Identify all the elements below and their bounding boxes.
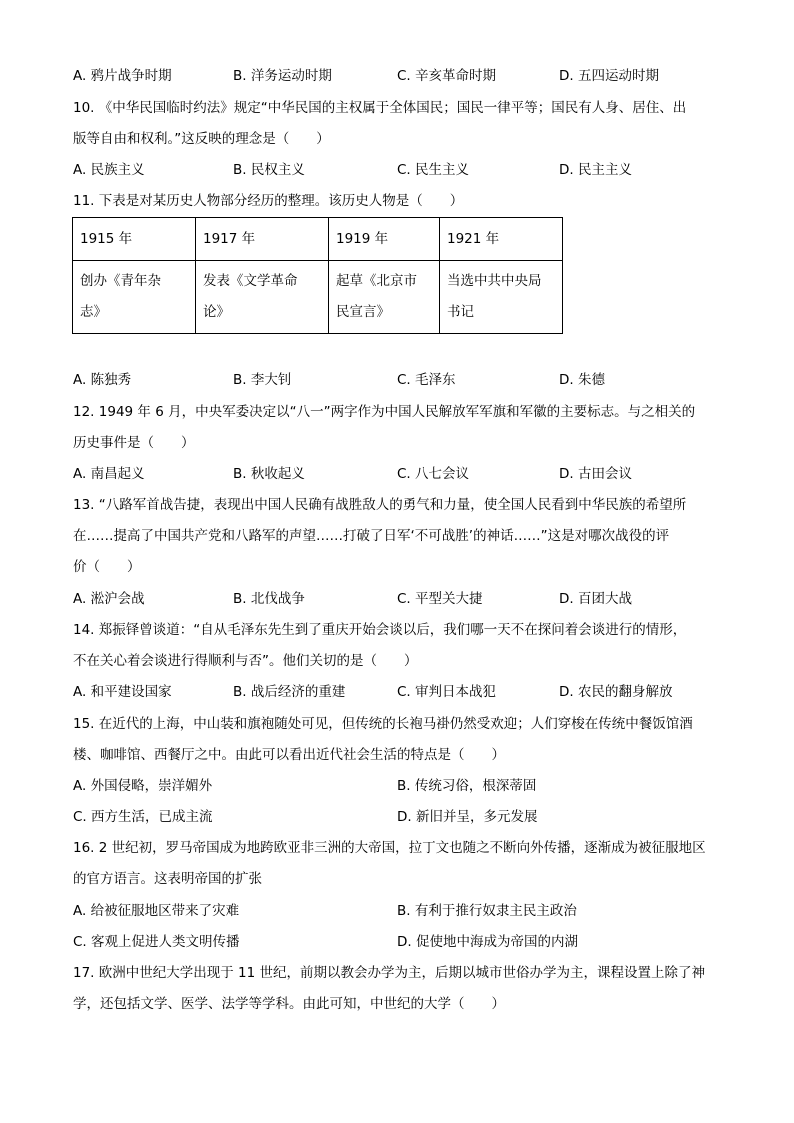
table-cell-event: 起草《北京市 民宣言》 [329,261,440,334]
q13-option-a: A. 淞沪会战 [73,591,145,607]
q10-stem-line-2: 版等自由和权利。”这反映的理念是（ ） [73,131,330,147]
q11-options [73,370,733,390]
q15-options-row-1 [73,776,733,796]
table-row-years [73,218,563,261]
q10-option-d: D. 民主主义 [559,162,632,178]
q17-stem-line-2: 学，还包括文学、医学、法学等学科。由此可知，中世纪的大学（ ） [73,996,505,1012]
q14-stem-line-1: 14. 郑振铎曾谈道：“自从毛泽东先生到了重庆开始会谈以后，我们哪一天不在探问着会谈进行的情形， [73,622,687,638]
q16-stem-line-2: 的官方语言。这表明帝国的扩张 [73,871,262,887]
q15-option-d: D. 新旧并呈，多元发展 [397,809,538,825]
q11-option-c: C. 毛泽东 [397,372,456,388]
table-cell-year: 1921 年 [440,218,563,261]
q15-options-row-2 [73,807,733,827]
q12-options [73,464,733,484]
q14-option-d: D. 农民的翻身解放 [559,684,673,700]
q14-stem-line-2: 不在关心着会谈进行得顺利与否”。他们关切的是（ ） [73,653,418,669]
q12-option-c: C. 八七会议 [397,466,470,482]
q12-option-d: D. 古田会议 [559,466,632,482]
q10-options [73,160,733,180]
table-cell-event: 发表《文学革命 论》 [196,261,329,334]
q12-option-b: B. 秋收起义 [233,466,305,482]
table-cell-year: 1915 年 [73,218,196,261]
table-cell-event: 创办《青年杂 志》 [73,261,196,334]
q9-option-c: C. 辛亥革命时期 [397,68,497,84]
q9-option-d: D. 五四运动时期 [559,68,659,84]
q15-option-c: C. 西方生活，已成主流 [73,809,213,825]
q9-options [73,66,733,86]
table-cell-year: 1917 年 [196,218,329,261]
q14-option-a: A. 和平建设国家 [73,684,172,700]
q10-option-c: C. 民生主义 [397,162,470,178]
q16-option-a: A. 给被征服地区带来了灾难 [73,903,240,919]
q11-option-d: D. 朱德 [559,372,605,388]
q14-options [73,682,733,702]
table-cell-event: 当选中共中央局 书记 [440,261,563,334]
q13-option-b: B. 北伐战争 [233,591,305,607]
q10-option-b: B. 民权主义 [233,162,305,178]
table-cell-year: 1919 年 [329,218,440,261]
q13-option-d: D. 百团大战 [559,591,632,607]
q11-option-a: A. 陈独秀 [73,372,132,388]
q11-option-b: B. 李大钊 [233,372,292,388]
q11-history-table [72,217,563,334]
q12-stem-line-2: 历史事件是（ ） [73,435,195,451]
q15-option-b: B. 传统习俗，根深蒂固 [397,778,537,794]
q16-stem-line-1: 16. 2 世纪初，罗马帝国成为地跨欧亚非三洲的大帝国，拉丁文也随之不断向外传播，逐渐成为被征服地区 [73,840,706,856]
q16-option-c: C. 客观上促进人类文明传播 [73,934,240,950]
q15-stem-line-1: 15. 在近代的上海，中山装和旗袍随处可见，但传统的长袍马褂仍然受欢迎；人们穿梭在传统中餐饭馆酒 [73,716,693,732]
q13-option-c: C. 平型关大捷 [397,591,483,607]
q13-stem-line-3: 价（ ） [73,559,141,575]
table-row-events [73,261,563,334]
q12-option-a: A. 南昌起义 [73,466,145,482]
q13-stem-line-2: 在……提高了中国共产党和八路军的声望……打破了日军‘不可战胜’的神话……”这是对哪次战役的评 [73,528,670,544]
q14-option-b: B. 战后经济的重建 [233,684,346,700]
q14-option-c: C. 审判日本战犯 [397,684,497,700]
q16-option-b: B. 有利于推行奴隶主民主政治 [397,903,577,919]
q16-option-d: D. 促使地中海成为帝国的内湖 [397,934,578,950]
q10-stem-line-1: 10. 《中华民国临时约法》规定“中华民国的主权属于全体国民；国民一律平等；国民有人身、居住、出 [73,100,687,116]
q16-options-row-1 [73,901,733,921]
q13-options [73,589,733,609]
q15-option-a: A. 外国侵略，崇洋媚外 [73,778,213,794]
q9-option-b: B. 洋务运动时期 [233,68,332,84]
q12-stem-line-1: 12. 1949 年 6 月，中央军委决定以“八一”两字作为中国人民解放军军旗和军徽的主要标志。与之相关的 [73,404,696,420]
q16-options-row-2 [73,932,733,952]
q9-option-a: A. 鸦片战争时期 [73,68,172,84]
q15-stem-line-2: 楼、咖啡馆、西餐厅之中。由此可以看出近代社会生活的特点是（ ） [73,747,505,763]
q10-option-a: A. 民族主义 [73,162,145,178]
q17-stem-line-1: 17. 欧洲中世纪大学出现于 11 世纪，前期以教会办学为主，后期以城市世俗办学为主，课程设置上除了神 [73,965,706,981]
q13-stem-line-1: 13. “八路军首战告捷，表现出中国人民确有战胜敌人的勇气和力量，使全国人民看到中华民族的希望所 [73,497,687,513]
q11-stem-line-1: 11. 下表是对某历史人物部分经历的整理。该历史人物是（ ） [73,193,464,209]
